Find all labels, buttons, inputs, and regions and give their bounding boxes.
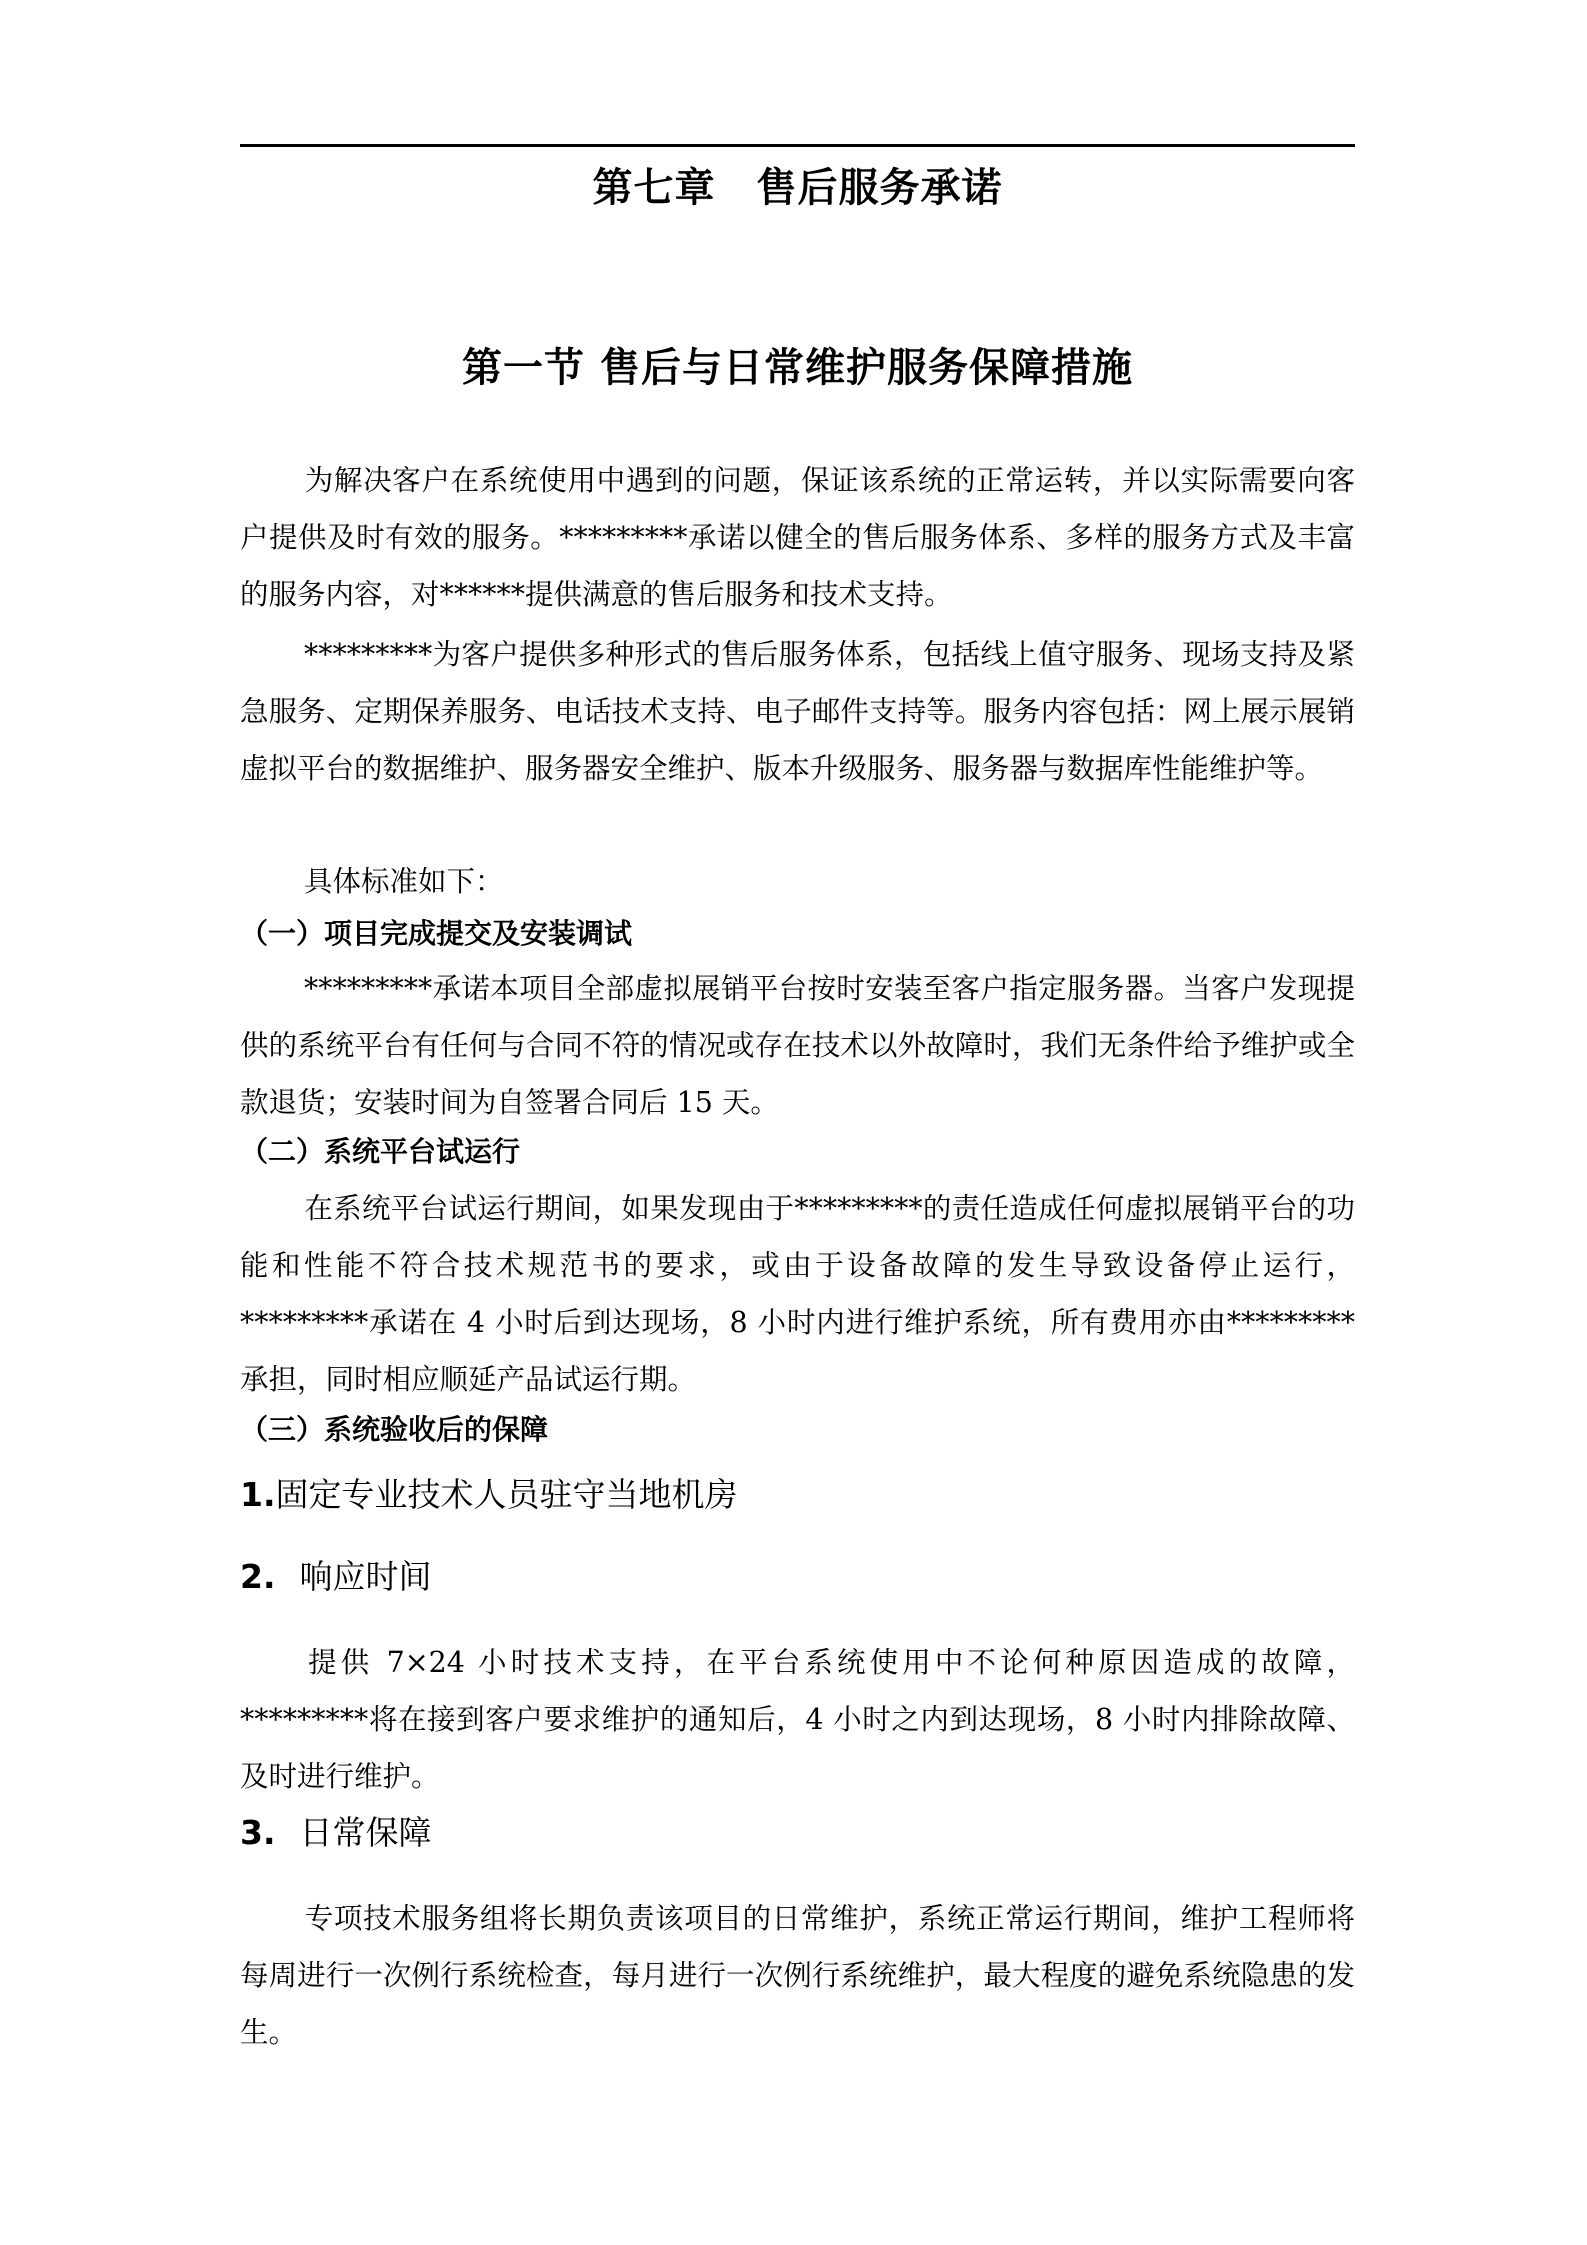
numbered-heading-2: [240, 1552, 1355, 1602]
intro-paragraph-2: [240, 626, 1355, 797]
item-title: 响应时间: [299, 1557, 432, 1596]
subsection-body-1: [240, 960, 1355, 1131]
paragraph-text: 为解决客户在系统使用中遇到的问题，保证该系统的正常运转，并以实际需要向客户提供及时有效的服务。*********承诺以健全的售后服务体系、多样的服务方式及丰富的服务内容，对******提供满意的售后服务和技术支持。: [240, 464, 1355, 611]
numbered-heading-3: [240, 1808, 1355, 1858]
paragraph-text: *********承诺本项目全部虚拟展销平台按时安装至客户指定服务器。当客户发现提供的系统平台有任何与合同不符的情况或存在技术以外故障时，我们无条件给予维护或全款退货；安装时间为自签署合同后 15 天。: [240, 972, 1355, 1119]
subsection-heading-1: （一）项目完成提交及安装调试: [240, 917, 633, 950]
numbered-heading-1: [240, 1470, 1355, 1520]
numbered-body-2: [240, 1634, 1355, 1805]
section-title: 第一节 售后与日常维护服务保障措施: [462, 345, 1133, 391]
paragraph-text: *********为客户提供多种形式的售后服务体系，包括线上值守服务、现场支持及紧急服务、定期保养服务、电话技术支持、电子邮件支持等。服务内容包括：网上展示展销虚拟平台的数据维护、服务器安全维护、版本升级服务、服务器与数据库性能维护等。: [240, 638, 1355, 785]
paragraph-text: 在系统平台试运行期间，如果发现由于*********的责任造成任何虚拟展销平台的功能和性能不符合技术规范书的要求，或由于设备故障的发生导致设备停止运行，*********承诺在 4 小时后到达现场，8 小时内进行维护系统，所有费用亦由*********承担，同时相应顺延产品试运行期。: [240, 1192, 1355, 1396]
intro-paragraph-1: [240, 452, 1355, 623]
subsection-body-2: [240, 1180, 1355, 1408]
item-number: 3.: [240, 1813, 276, 1852]
item-title: 固定专业技术人员驻守当地机房: [275, 1475, 738, 1514]
subsection-heading-2: （二）系统平台试运行: [240, 1135, 521, 1168]
item-number: 1.: [240, 1475, 276, 1514]
paragraph-text: 具体标准如下：: [304, 865, 504, 898]
item-title: 日常保障: [299, 1813, 432, 1852]
header-rule: [240, 144, 1355, 147]
paragraph-text: 提供 7×24 小时技术支持，在平台系统使用中不论何种原因造成的故障，*********将在接到客户要求维护的通知后，4 小时之内到达现场，8 小时内排除故障、及时进行维护。: [240, 1646, 1355, 1793]
chapter-title: 第七章 售后服务承诺: [592, 165, 1003, 211]
intro-paragraph-3: [240, 860, 1355, 904]
subsection-heading-3: （三）系统验收后的保障: [240, 1413, 549, 1446]
numbered-body-3: [240, 1890, 1355, 2061]
paragraph-text: 专项技术服务组将长期负责该项目的日常维护，系统正常运行期间，维护工程师将每周进行一次例行系统检查，每月进行一次例行系统维护，最大程度的避免系统隐患的发生。: [240, 1902, 1355, 2049]
item-number: 2.: [240, 1557, 276, 1596]
